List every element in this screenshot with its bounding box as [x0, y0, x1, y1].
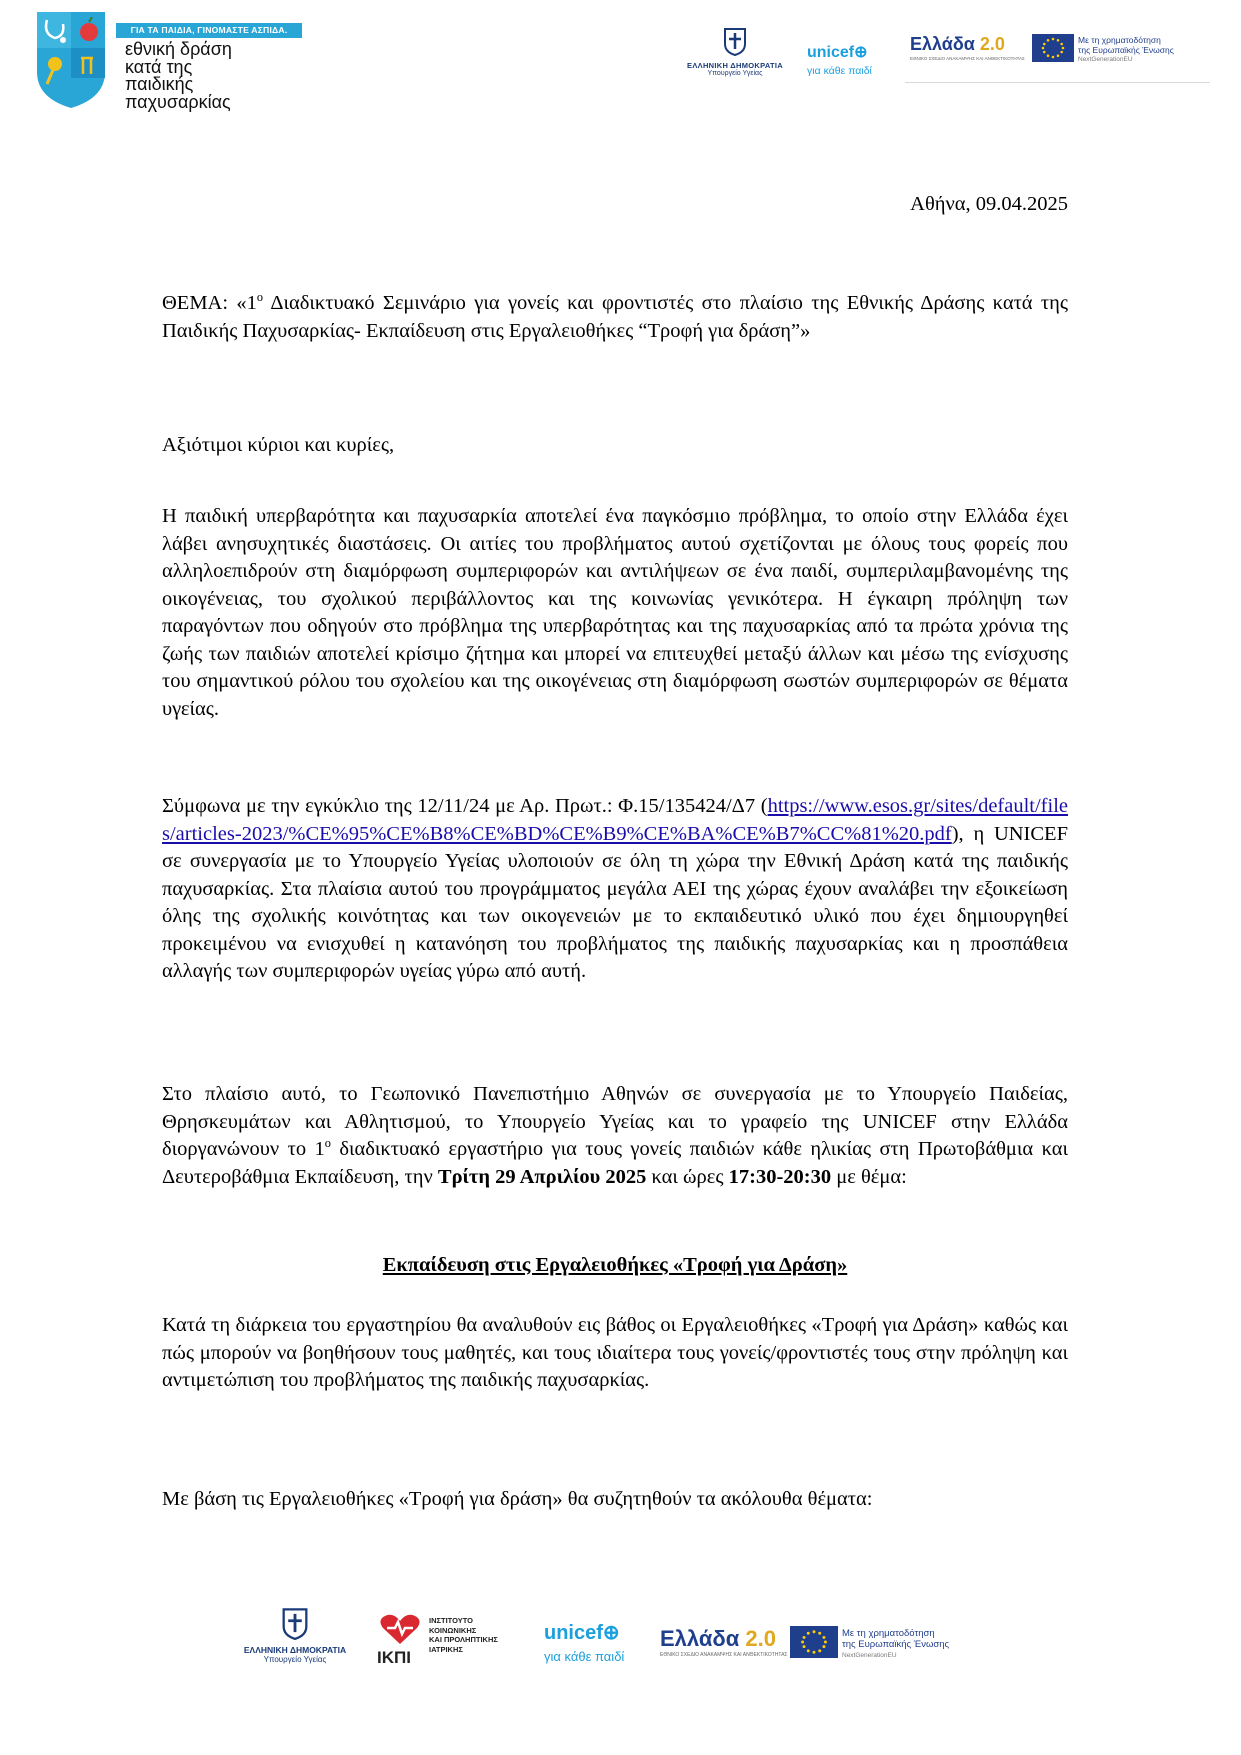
program-tagline: ΓΙΑ ΤΑ ΠΑΙΔΙΑ, ΓΙΝΟΜΑΣΤΕ ΑΣΠΙΔΑ. — [116, 23, 302, 38]
ikpi-logo: ΙΚΠΙ ΙΝΣΤΙΤΟΥΤΟ ΚΟΙΝΩΝΙΚΗΣ ΚΑΙ ΠΡΟΛΗΠΤΙΚΗΣ ΙΑΤΡΙΚΗΣ — [377, 1612, 527, 1672]
program-logo — [35, 10, 288, 112]
header-divider — [905, 82, 1210, 83]
greek-emblem-icon — [280, 1606, 310, 1640]
footer-hellenic-republic-logo: ΕΛΛΗΝΙΚΗ ΔΗΜΟΚΡΑΤΙΑ Υπουργείο Υγείας — [235, 1606, 355, 1664]
unicef-globe-icon: ⊕ — [854, 44, 868, 61]
unicef-logo: unicef⊕ για κάθε παιδί — [807, 42, 887, 77]
partner-logos-footer — [235, 1598, 995, 1688]
footer-eu-funding-logo: Με τη χρηματοδότηση της Ευρωπαϊκής Ένωσης NextGenerationEU — [790, 1626, 990, 1660]
eu-flag-icon — [790, 1626, 838, 1658]
footer-unicef-logo: unicef⊕ για κάθε παιδί — [544, 1622, 625, 1664]
paragraph-description: Κατά τη διάρκεια του εργαστηρίου θα αναλυθούν εις βάθος οι Εργαλειοθήκες «Τροφή για Δράση» καθώς και πώς μπορούν να βοηθήσουν τους μαθητές, και τους ιδιαίτερα τους γονείς/φροντιστές τους στην πρόληψη και αντιμετώπιση του προβλήματος της παιδικής παχυσαρκίας. — [162, 1314, 1068, 1391]
paragraph-topics-intro: Με βάση τις Εργαλειοθήκες «Τροφή για δράση» θα συζητηθούν τα ακόλουθα θέματα: — [162, 1488, 873, 1510]
eu-flag-icon — [1032, 34, 1074, 62]
ikpi-heart-icon — [377, 1612, 423, 1646]
footer-greece-2-0-logo: Ελλάδα 2.0 ΕΘΝΙΚΟ ΣΧΕΔΙΟ ΑΝΑΚΑΜΨΗΣ ΚΑΙ ΑΝΘΕΚΤΙΚΟΤΗΤΑΣ — [660, 1626, 788, 1658]
paragraph-circular: Σύμφωνα με την εγκύκλιο της 12/11/24 με Αρ. Πρωτ.: Φ.15/135424/Δ7 (https://www.esos.gr/sites/default/files/articles-2023/%CE%95%CE%B8%CE%BD%CE%B9%CE%BA%CE%B7%CC%81%20.pdf), η UNICEF σε συνεργασία με το Υπουργείο Υγείας υλοποιούν σε όλη τη χώρα την Εθνική Δράση κατά της παιδικής παχυσαρκίας. Στα πλαίσια αυτού του προγράμματος μεγάλα ΑΕΙ της χώρας έχουν αναλάβει την εξοικείωση όλης της σχολικής κοινότητας και των οικογενειών με το εκπαιδευτικό υλικό που έχει δημιουργηθεί προκειμένου να ενισχυθεί η κατανόηση του προβλήματος της παιδικής παχυσαρκίας και η προσπάθεια αλλαγής των συμπεριφορών υγείας γύρω από αυτή. — [162, 795, 1068, 982]
letter-date: Αθήνα, 09.04.2025 — [910, 193, 1068, 215]
hellenic-republic-logo: ΕΛΛΗΝΙΚΗ ΔΗΜΟΚΡΑΤΙΑ Υπουργείο Υγείας — [680, 26, 790, 77]
circular-link[interactable]: https://www.esos.gr/sites/default/files/articles-2023/%CE%95%CE%B8%CE%BD%CE%B9%CE%BA%CE%B7%CC%81%20.pdf — [162, 795, 1068, 845]
letter-salutation: Αξιότιμοι κύριοι και κυρίες, — [162, 434, 395, 456]
program-title: εθνική δράση κατά της παιδικής παχυσαρκίας — [125, 39, 232, 112]
greece-2-0-logo: Ελλάδα 2.0 ΕΘΝΙΚΟ ΣΧΕΔΙΟ ΑΝΑΚΑΜΨΗΣ ΚΑΙ ΑΝΘΕΚΤΙΚΟΤΗΤΑΣ — [910, 34, 1025, 61]
letter-subject: ΘΕΜΑ: «$1^o$ Διαδικτυακό Σεμινάριο για γονείς και φροντιστές στο πλαίσιο της Εθνικής Δράσης κατά της Παιδικής Παχυσαρκίας- Εκπαίδευση στις Εργαλειοθήκες “Τροφή για δράση”» — [162, 290, 1068, 342]
paragraph-workshop: Στο πλαίσιο αυτό, το Γεωπονικό Πανεπιστήμιο Αθηνών σε συνεργασία με το Υπουργείο Παιδείας, Θρησκευμάτων και Αθλητισμού, το Υπουργείο Υγείας και το γραφείο της UNICEF στην Ελλάδα διοργανώνουν το $1^o$ διαδικτυακό εργαστήριο για τους γονείς παιδιών κάθε ηλικίας στη Πρωτοβάθμια και Δευτεροβάθμια Εκπαίδευση, την Τρίτη 29 Απριλίου 2025 και ώρες 17:30-20:30 με θέμα: — [162, 1083, 1068, 1188]
eu-funding-logo: Με τη χρηματοδότηση της Ευρωπαϊκής Ένωσης NextGenerationEU — [1032, 34, 1212, 64]
greek-emblem-icon — [722, 26, 748, 56]
unicef-wordmark: unicef⊕ — [807, 44, 868, 61]
unicef-globe-icon: ⊕ — [602, 1622, 620, 1644]
program-shield-icon — [35, 10, 107, 110]
paragraph-intro: Η παιδική υπερβαρότητα και παχυσαρκία αποτελεί ένα παγκόσμιο πρόβλημα, το οποίο στην Ελλάδα έχει λάβει ανησυχητικές διαστάσεις. Οι αιτίες του προβλήματος αυτού σχετίζονται με όλους τους φορείς που αλληλοεπιδρούν στη διαμόρφωση συμπεριφορών και αντιλήψεων σε ένα παιδί, συμπεριλαμβανομένης της οικογένειας, του σχολικού περιβάλλοντος και της κοινωνίας γενικότερα. Η έγκαιρη πρόληψη των παραγόντων που οδηγούν στο πρόβλημα της υπερβαρότητας και της παχυσαρκίας από τα πρώτα χρόνια της ζωής των παιδιών αποτελεί κρίσιμο ζήτημα και μπορεί να επιτευχθεί μεταξύ άλλων και μέσω της ενίσχυσης του σημαντικού ρόλου του σχολείου και της οικογένειας στη διαμόρφωση σωστών συμπεριφορών σε θέματα υγείας. — [162, 505, 1068, 720]
workshop-title: Εκπαίδευση στις Εργαλειοθήκες «Τροφή για Δράση» — [382, 1254, 848, 1276]
